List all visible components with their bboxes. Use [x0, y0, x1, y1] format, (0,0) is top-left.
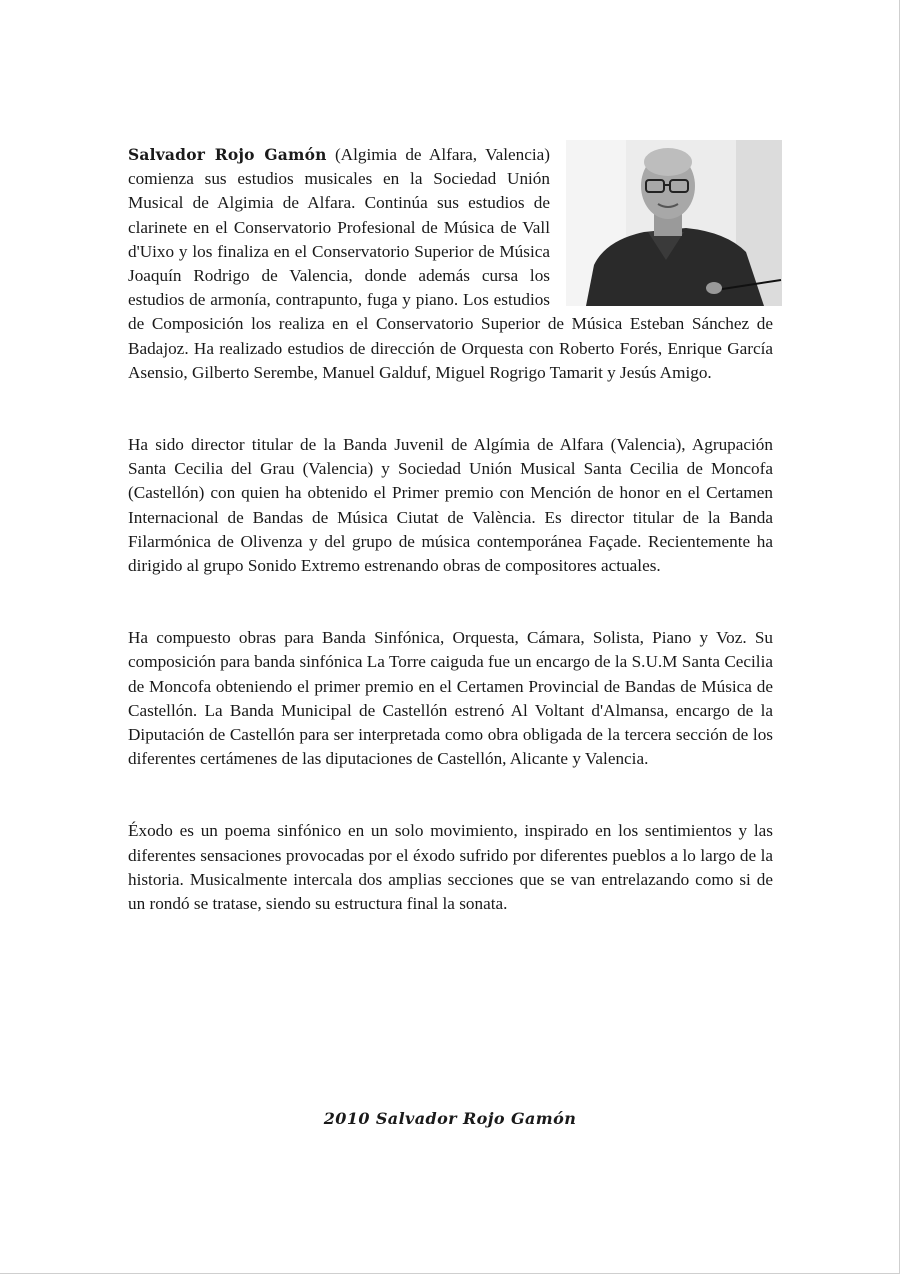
bio-paragraph-1 [128, 143, 773, 385]
bio-paragraph-4: Éxodo es un poema sinfónico en un solo movimiento, inspirado en los sentimientos y las diferentes sensaciones provocadas por el éxodo sufrido por diferentes pueblos a lo largo de la historia. Musicalmente intercala dos amplias secciones que se van entrelazando como si de un rondó se tratase, siendo su estructura final la sonata. [128, 821, 773, 914]
bio-paragraph-3: Ha compuesto obras para Banda Sinfónica, Orquesta, Cámara, Solista, Piano y Voz. Su composición para banda sinfónica La Torre caiguda fue un encargo de la S.U.M Santa Cecilia de Moncofa obteniendo el primer premio en el Certamen Provincial de Bandas de Música de Castellón. La Banda Municipal de Castellón estrenó Al Voltant d'Almansa, encargo de la Diputación de Castellón para ser interpretada como obra obligada de la tercera sección de los diferentes certámenes de las diputaciones de Castellón, Alicante y Valencia. [128, 628, 773, 769]
portrait-photo [566, 140, 782, 306]
composer-name: Salvador Rojo Gamón [128, 145, 327, 164]
bio-paragraph-2: Ha sido director titular de la Banda Juvenil de Algímia de Alfara (Valencia), Agrupación Santa Cecilia del Grau (Valencia) y Sociedad Unión Musical Santa Cecilia de Moncofa (Castellón) con quien ha obtenido el Primer premio con Mención de honor en el Certamen Internacional de Bandas de Música Ciutat de València. Es director titular de la Banda Filarmónica de Olivenza y del grupo de música contemporánea Façade. Recientemente ha dirigido al grupo Sonido Extremo estrenando obras de compositores actuales. [128, 435, 773, 576]
bio-paragraph-1-text: (Algimia de Alfara, Valencia) comienza sus estudios musicales en la Sociedad Unión Musical de Algimia de Alfara. Continúa sus estudios de clarinete en el Conservatorio Profesional de Música de Vall d'Uixo y los finaliza en el Conservatorio Superior de Música Joaquín Rodrigo de Valencia, donde además cursa los estudios de armonía, contrapunto, fuga y piano. Los estudios de Composición los realiza en el Conservatorio Superior de Música Esteban Sánchez de Badajoz. Ha realizado estudios de dirección de Orquesta con Roberto Forés, Enrique García Asensio, Gilberto Serembe, Manuel Galduf, Miguel Rogrigo Tamarit y Jesús Amigo. [128, 145, 773, 382]
biography-text [128, 143, 773, 916]
signature: 2010 Salvador Rojo Gamón [323, 1109, 577, 1128]
